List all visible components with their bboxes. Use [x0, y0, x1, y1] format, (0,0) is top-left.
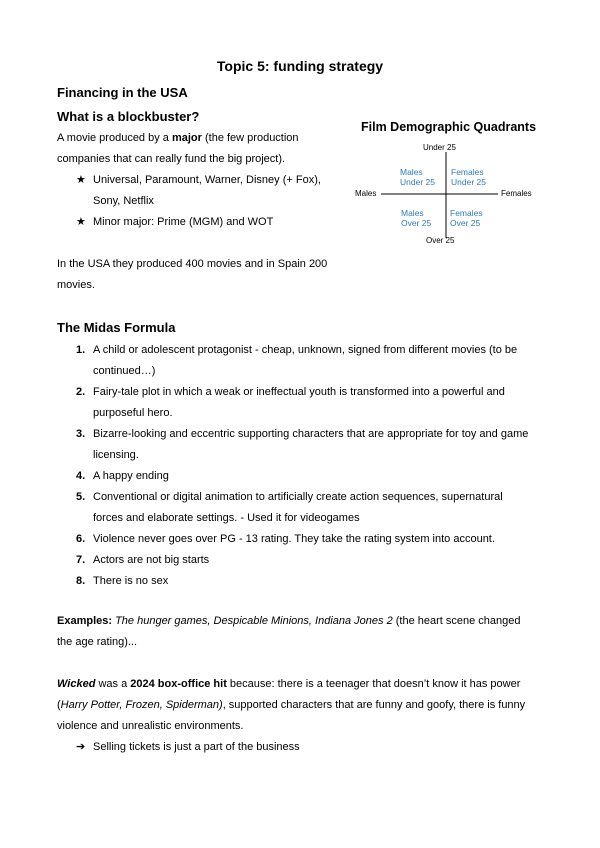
wicked-title: Wicked: [57, 678, 96, 690]
list-text: Bizarre-looking and eccentric supporting characters that are appropriate for toy and game: [93, 428, 529, 440]
list-item: [57, 382, 557, 424]
list-number: 6.: [76, 533, 86, 545]
wicked-paragraph: [57, 674, 557, 737]
wicked-text: (: [57, 699, 61, 711]
stat-text-line1: In the USA they produced 400 movies and in Spain 200: [57, 258, 328, 270]
list-text: Fairy-tale plot in which a weak or ineffectual youth is transformed into a powerful and: [93, 386, 505, 398]
list-number: 2.: [76, 386, 86, 398]
midas-list: [57, 340, 557, 592]
quadrant-males-over-25: [401, 208, 431, 228]
wicked-text: was a: [95, 678, 131, 690]
list-text: A child or adolescent protagonist - cheap, unknown, signed from different movies (to be: [93, 344, 518, 356]
list-number: 7.: [76, 554, 86, 566]
examples-label: Examples:: [57, 615, 113, 627]
wicked-text: because: there is a teenager that doesn’t know it has power: [226, 678, 521, 690]
axis-label-right: Females: [501, 189, 532, 198]
list-item: [57, 466, 557, 487]
intro-text-post: (the few production: [201, 132, 299, 144]
examples-paragraph: [57, 611, 547, 653]
intro-text-line2: companies that can really fund the big project).: [57, 153, 286, 165]
quadrant-females-over-25: [450, 208, 483, 228]
quadrant-line: Males: [401, 208, 424, 218]
examples-text: (the heart scene changed: [392, 615, 521, 627]
section-subheading-blockbuster: What is a blockbuster?: [57, 109, 200, 124]
wicked-bold: 2024 box-office hit: [130, 678, 227, 690]
bullet-item-majors: [76, 170, 353, 212]
axis-label-bottom: Over 25: [426, 236, 455, 245]
midas-heading: The Midas Formula: [57, 320, 176, 335]
quadrant-line: Females: [450, 208, 483, 218]
wicked-text: violence and unrealistic environments.: [57, 720, 244, 732]
page-title: Topic 5: funding strategy: [216, 58, 384, 74]
list-item: [57, 571, 557, 592]
arrow-bullet-icon: ➔: [76, 741, 86, 753]
list-number: 1.: [76, 344, 86, 356]
quadrant-males-under-25: [400, 167, 435, 187]
bullet-item-minor-major: [76, 212, 353, 233]
quadrant-females-under-25: [451, 167, 486, 187]
list-text: There is no sex: [93, 575, 169, 587]
quadrant-line: Over 25: [401, 218, 432, 228]
bullet-text: Minor major: Prime (MGM) and WOT: [93, 216, 274, 228]
intro-bold-major: major: [171, 132, 202, 144]
list-text: continued…): [93, 365, 156, 377]
list-text: Actors are not big starts: [93, 554, 210, 566]
quadrant-line: Under 25: [451, 177, 486, 187]
list-number: 3.: [76, 428, 86, 440]
list-item: [57, 550, 557, 571]
wicked-examples: Harry Potter, Frozen, Spiderman): [60, 699, 223, 711]
star-bullet-icon: ★: [76, 174, 86, 186]
bullet-text: Universal, Paramount, Warner, Disney (+ Fox),: [93, 174, 321, 186]
list-number: 8.: [76, 575, 86, 587]
examples-titles: The hunger games, Despicable Minions, Indiana Jones 2: [112, 615, 393, 627]
chart-title: Film Demographic Quadrants: [361, 120, 537, 134]
axis-label-top: Under 25: [423, 143, 456, 152]
list-text: A happy ending: [93, 470, 169, 482]
stat-paragraph: [57, 254, 357, 296]
bullet-text: Sony, Netflix: [93, 195, 154, 207]
examples-text-line2: the age rating)...: [57, 636, 138, 648]
quadrant-line: Males: [400, 167, 423, 177]
arrow-bullet-item: [76, 737, 493, 758]
list-item: [57, 487, 557, 529]
list-text: Violence never goes over PG - 13 rating. They take the rating system into account.: [93, 533, 495, 545]
list-text: licensing.: [93, 449, 139, 461]
list-text: purposeful hero.: [93, 407, 173, 419]
star-bullet-icon: ★: [76, 216, 86, 228]
arrow-bullet-text: Selling tickets is just a part of the business: [93, 741, 300, 753]
intro-paragraph: [57, 128, 347, 170]
list-item: [57, 424, 557, 466]
list-item: [57, 529, 557, 550]
quadrant-line: Females: [451, 167, 484, 177]
list-number: 5.: [76, 491, 86, 503]
wicked-text: , supported characters that are funny and goofy, there is funny: [222, 699, 526, 711]
list-item: [57, 340, 557, 382]
stat-text-line2: movies.: [57, 279, 95, 291]
quadrant-line: Over 25: [450, 218, 481, 228]
section-heading-financing: Financing in the USA: [57, 85, 188, 100]
intro-text-pre: A movie produced by a: [57, 132, 172, 144]
list-number: 4.: [76, 470, 86, 482]
list-text: Conventional or digital animation to artificially create action sequences, supernatural: [93, 491, 503, 503]
axis-label-left: Males: [355, 189, 377, 198]
quadrant-line: Under 25: [400, 177, 435, 187]
list-text: forces and elaborate settings. - Used it for videogames: [93, 512, 360, 524]
